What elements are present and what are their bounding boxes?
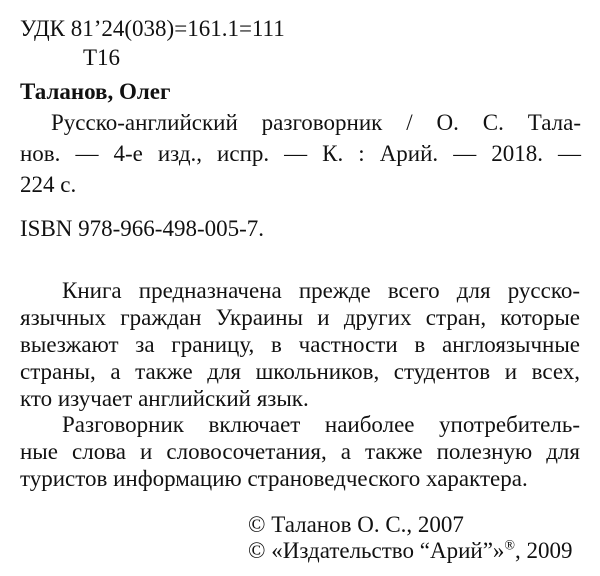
isbn: ISBN 978-966-498-005-7. — [20, 216, 265, 241]
udk-code: УДК 81’24(038)=161.1=111 — [20, 16, 285, 41]
annotation-line-5: кто изучает английский язык. — [20, 386, 309, 411]
author-sign: Т16 — [83, 45, 121, 70]
annotation-line-6: Разговорник включает наиболее употребитель- — [62, 412, 580, 437]
author-name: Таланов, Олег — [20, 79, 171, 104]
bibliographic-line-1: Русско-английский разговорник / О. С. Тала- — [51, 110, 581, 135]
registered-mark: ® — [504, 538, 516, 554]
copyright-publisher — [248, 538, 573, 564]
annotation-line-7: ные слова и словосочетания, а также полезную для — [20, 439, 580, 464]
annotation-line-2: язычных граждан Украины и других стран, которые — [20, 305, 580, 330]
annotation-line-3: выезжают за границу, в частности в англоязычные — [20, 332, 580, 357]
bibliographic-line-2: нов. — 4-е изд., испр. — К. : Арий. — 2018. — — [20, 141, 581, 166]
bibliographic-line-3: 224 с. — [20, 172, 77, 197]
copyright-publisher-name: © «Издательство “Арий”» — [248, 538, 505, 563]
annotation-line-1: Книга предназначена прежде всего для русско- — [62, 278, 580, 303]
copyright-author: © Таланов О. С., 2007 — [248, 512, 464, 537]
annotation-line-4: страны, а также для школьников, студентов и всех, — [20, 359, 580, 384]
annotation-line-8: туристов информацию страноведческого характера. — [20, 466, 528, 491]
copyright-publisher-year: , 2009 — [515, 538, 573, 563]
